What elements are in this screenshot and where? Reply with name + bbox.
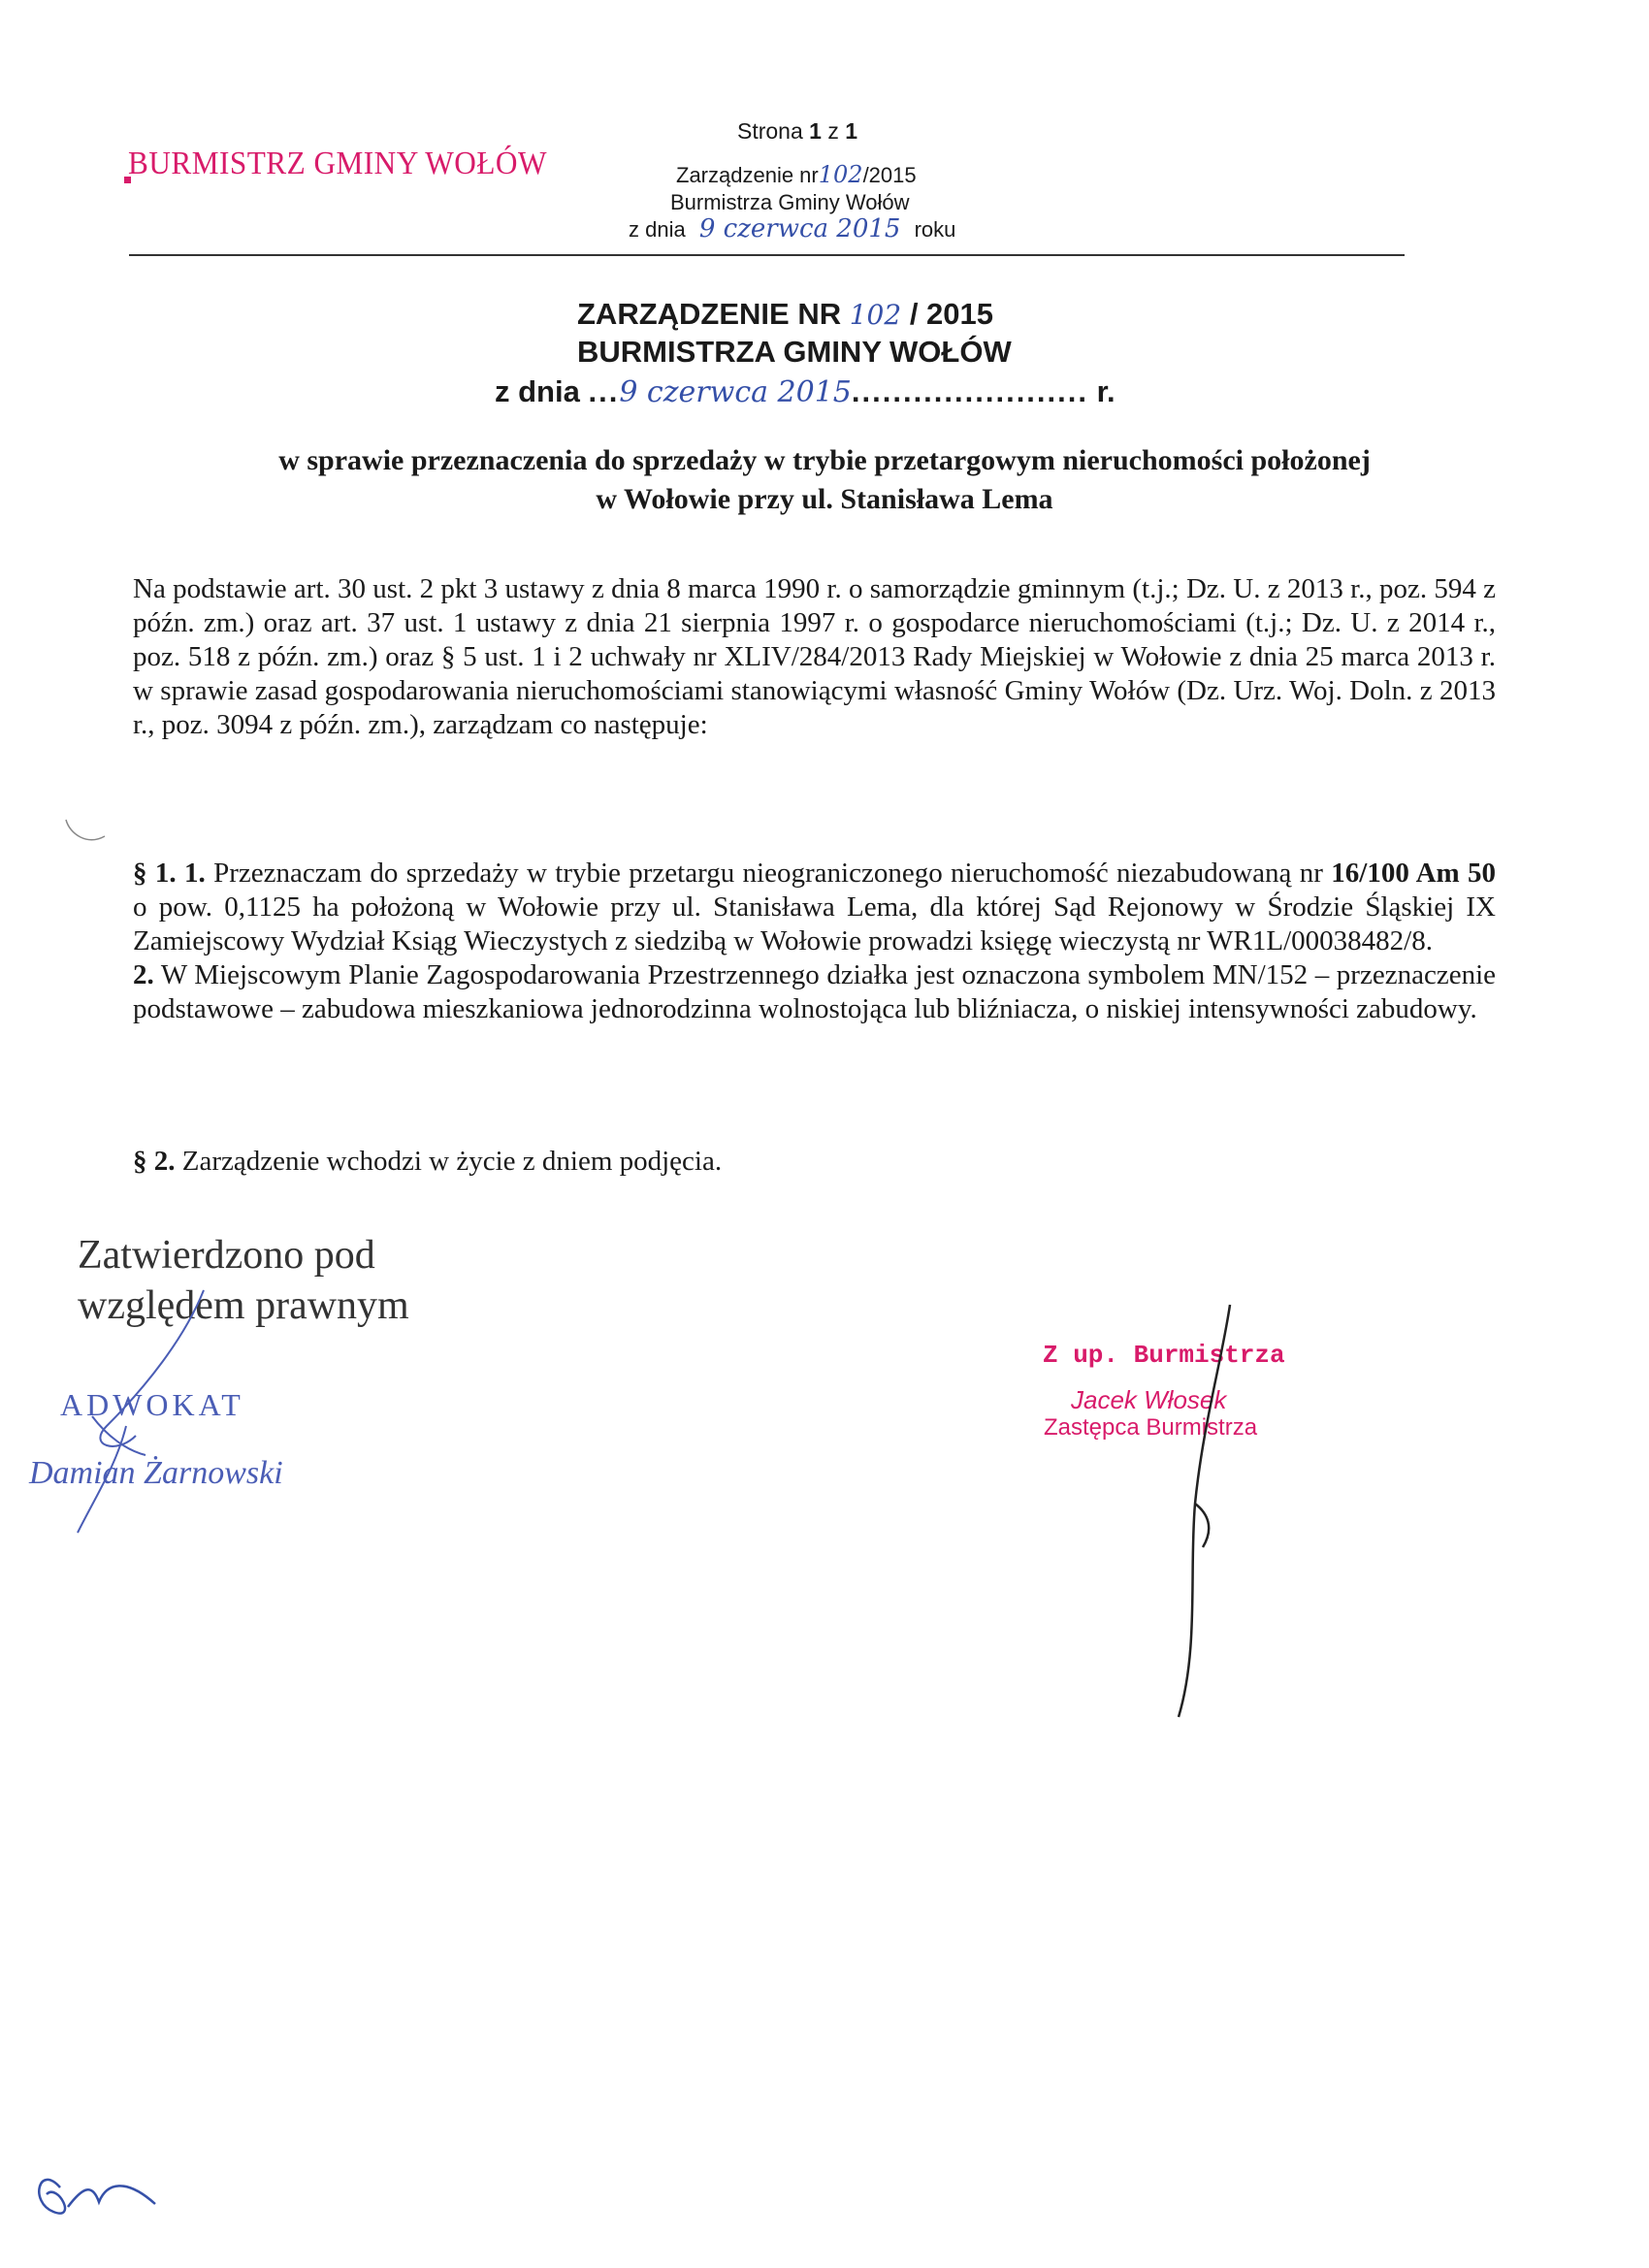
- page-number: Strona 1 z 1: [737, 118, 858, 144]
- signatory-role: Zastępca Burmistrza: [1044, 1414, 1258, 1441]
- margin-mark: [66, 820, 105, 840]
- reference-number: Zarządzenie nr102/2015: [676, 161, 917, 188]
- handwritten-number: 102: [818, 161, 863, 188]
- deputy-signature: [1179, 1305, 1230, 1717]
- preamble-paragraph: Na podstawie art. 30 ust. 2 pkt 3 ustawy z dnia 8 marca 1990 r. o samorządzie gminnym (t.j.; Dz. U. z 2013 r., poz. 594 z późn. zm.) oraz art. 37 ust. 1 ustawy z dnia 21 sierpnia 1997 r. o gospodarce nieruchomościami (t.j.; Dz. U. z 2014 r., poz. 518 z późn. zm.) oraz § 5 ust. 1 i 2 uchwały nr XLIV/284/2013 Rady Miejskiej w Wołowie z dnia 25 marca 2013 r. w sprawie zasad gospodarowania nieruchomościami stanowiącymi własność Gminy Wołów (Dz. Urz. Woj. Doln. z 2013 r., poz. 3094 z późn. zm.), zarządzam co następuje:: [133, 573, 1496, 740]
- section-2: § 2. Zarządzenie wchodzi w życie z dniem podjęcia.: [133, 1146, 723, 1177]
- issuer-stamp: BURMISTRZ GMINY WOŁÓW: [128, 146, 547, 181]
- document-issuer: BURMISTRZA GMINY WOŁÓW: [577, 335, 1012, 369]
- reference-org: Burmistrza Gminy Wołów: [670, 190, 910, 214]
- handwritten-date: 9 czerwca 2015: [619, 375, 852, 409]
- corner-initials: [39, 2180, 155, 2214]
- reference-date: z dnia 9 czerwca 2015 roku: [629, 214, 956, 243]
- document-date: z dnia ...9 czerwca 2015....................... r.: [495, 374, 1116, 409]
- document-title: ZARZĄDZENIE NR 102 / 2015: [577, 297, 994, 331]
- document-subject: w sprawie przeznaczenia do sprzedaży w trybie przetargowym nieruchomości położonej w Wołowie przy ul. Stanisława Lema: [278, 444, 1371, 515]
- section-1-point-1: § 1. 1. Przeznaczam do sprzedaży w trybie przetargu nieograniczonego nieruchomość niezabudowaną nr 16/100 Am 50 o pow. 0,1125 ha położoną w Wołowie przy ul. Stanisława Lema, dla której Sąd Rejonowy w Środzie Śląskiej IX Zamiejscowy Wydział Ksiąg Wieczystych z siedzibą w Wołowie prowadzi księgę wieczystą nr WR1L/00038482/8.: [133, 858, 1497, 956]
- section-1-point-2: 2. W Miejscowym Planie Zagospodarowania Przestrzennego działka jest oznaczona symbolem MN/152 – przeznaczenie podstawowe – zabudowa mieszkaniowa jednorodzinna wolnostojąca lub bliźniacza, o niskiej intensywności zabudowy.: [133, 959, 1496, 1024]
- lawyer-stamp-title: ADWOKAT: [60, 1387, 244, 1422]
- legal-approval-stamp: Zatwierdzono pod względem prawnym: [78, 1233, 409, 1328]
- lawyer-stamp-name: Damian Żarnowski: [29, 1455, 283, 1491]
- signatory-authority: Z up. Burmistrza: [1043, 1341, 1285, 1370]
- handwritten-date: 9 czerwca 2015: [698, 214, 901, 243]
- signatory-name: Jacek Włosek: [1071, 1385, 1227, 1414]
- lawyer-signature: [78, 1290, 204, 1533]
- handwritten-number: 102: [849, 299, 902, 331]
